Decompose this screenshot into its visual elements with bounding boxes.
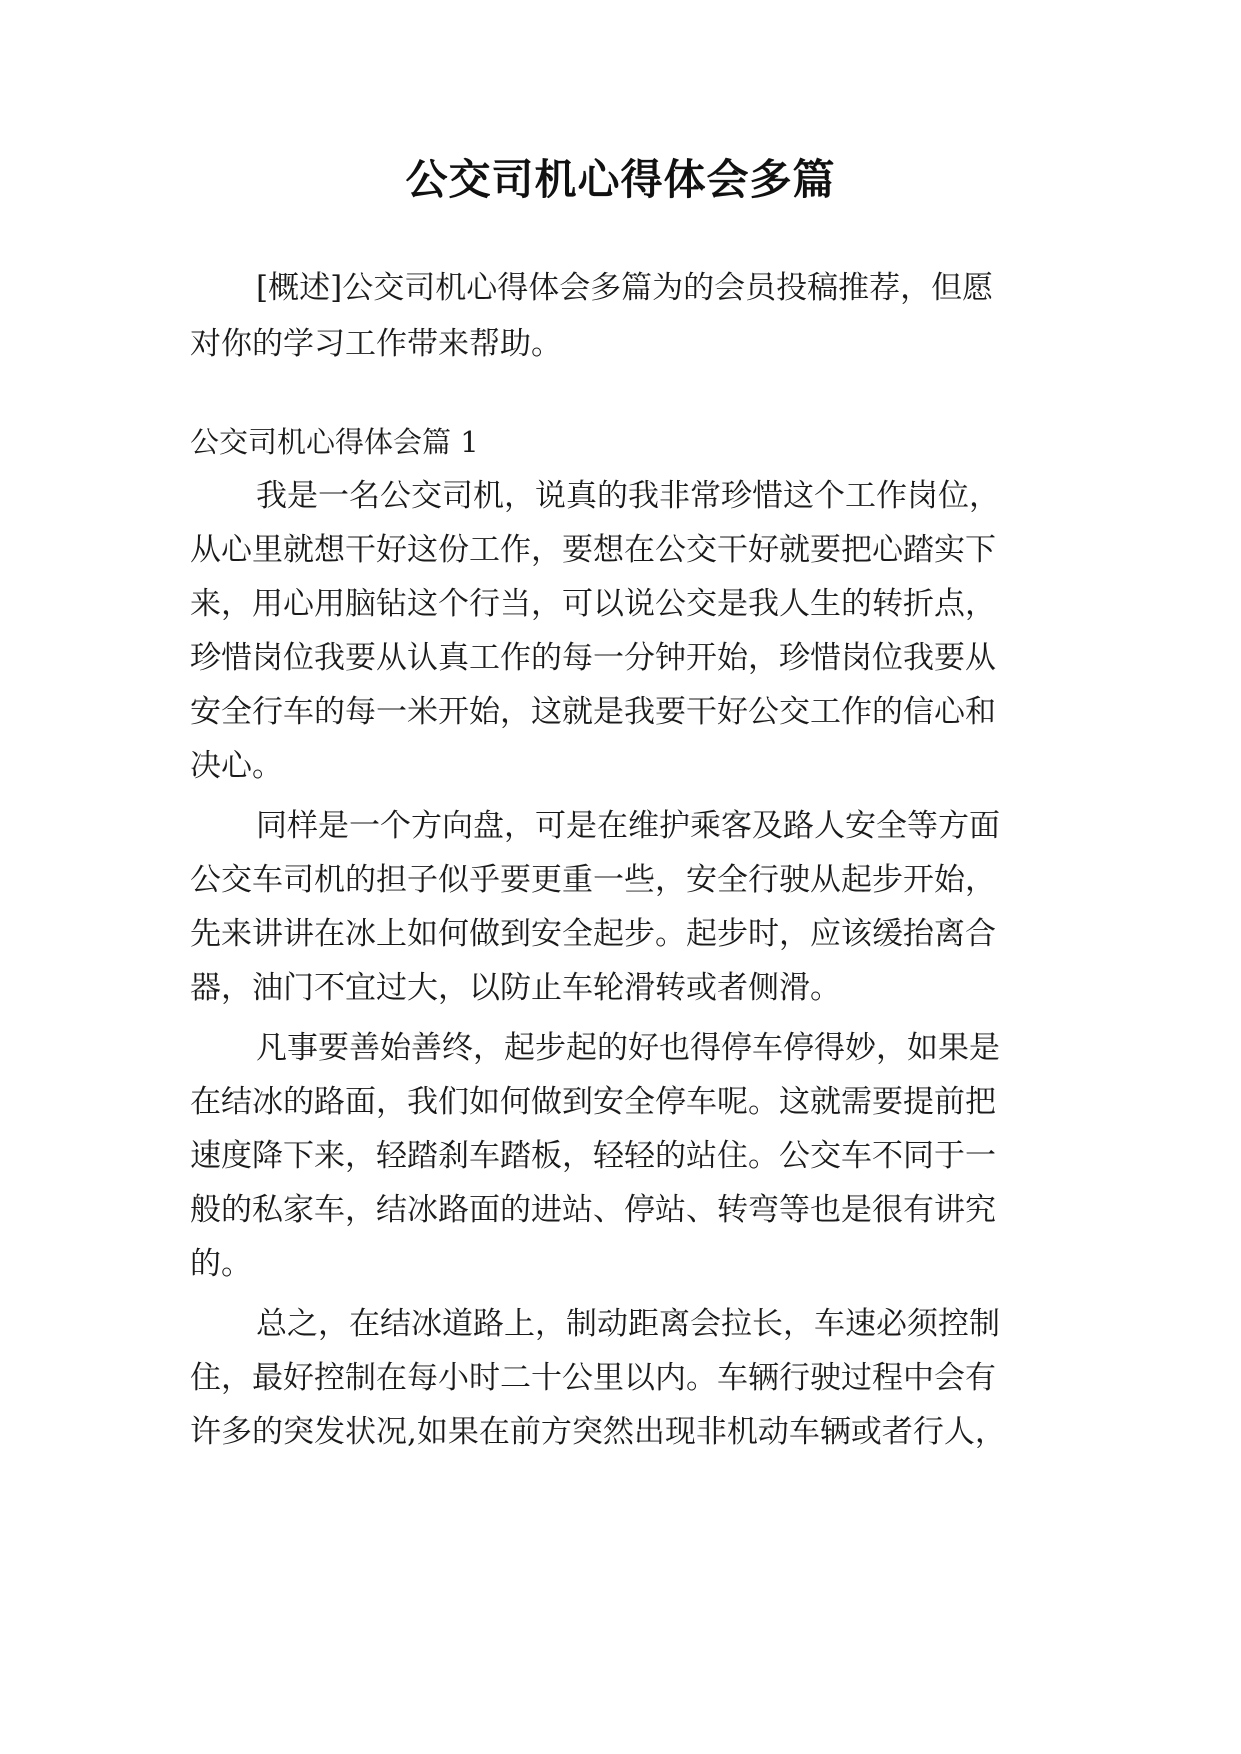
body-line: 来，用心用脑钻这个行当，可以说公交是我人生的转折点，: [190, 586, 996, 622]
body-line: 速度降下来，轻踏刹车踏板，轻轻的站住。公交车不同于一: [190, 1138, 996, 1174]
body-line: 我是一名公交司机，说真的我非常珍惜这个工作岗位，: [256, 478, 1000, 514]
summary-line: 对你的学习工作带来帮助。: [190, 326, 562, 362]
body-line: 安全行车的每一米开始，这就是我要干好公交工作的信心和: [190, 694, 996, 730]
section-heading: 公交司机心得体会篇 1: [190, 425, 479, 459]
body-line: 在结冰的路面，我们如何做到安全停车呢。这就需要提前把: [190, 1084, 996, 1120]
body-line: 珍惜岗位我要从认真工作的每一分钟开始，珍惜岗位我要从: [190, 640, 996, 676]
body-line: 许多的突发状况,如果在前方突然出现非机动车辆或者行人，: [190, 1414, 1006, 1450]
body-line: 总之，在结冰道路上，制动距离会拉长，车速必须控制: [256, 1306, 1000, 1342]
body-line: 凡事要善始善终，起步起的好也得停车停得妙，如果是: [256, 1030, 1000, 1066]
body-line: 从心里就想干好这份工作，要想在公交干好就要把心踏实下: [190, 532, 996, 568]
document-title: 公交司机心得体会多篇: [405, 155, 836, 204]
summary-line: [概述]公交司机心得体会多篇为的会员投稿推荐，但愿: [256, 270, 994, 306]
body-line: 器，油门不宜过大，以防止车轮滑转或者侧滑。: [190, 970, 841, 1006]
body-line: 的。: [190, 1246, 252, 1282]
body-line: 同样是一个方向盘，可是在维护乘客及路人安全等方面: [256, 808, 1000, 844]
body-line: 决心。: [190, 748, 283, 784]
body-line: 住，最好控制在每小时二十公里以内。车辆行驶过程中会有: [190, 1360, 996, 1396]
body-line: 先来讲讲在冰上如何做到安全起步。起步时，应该缓抬离合: [190, 916, 996, 952]
body-line: 公交车司机的担子似乎要更重一些，安全行驶从起步开始，: [190, 862, 996, 898]
body-line: 般的私家车，结冰路面的进站、停站、转弯等也是很有讲究: [190, 1192, 996, 1228]
